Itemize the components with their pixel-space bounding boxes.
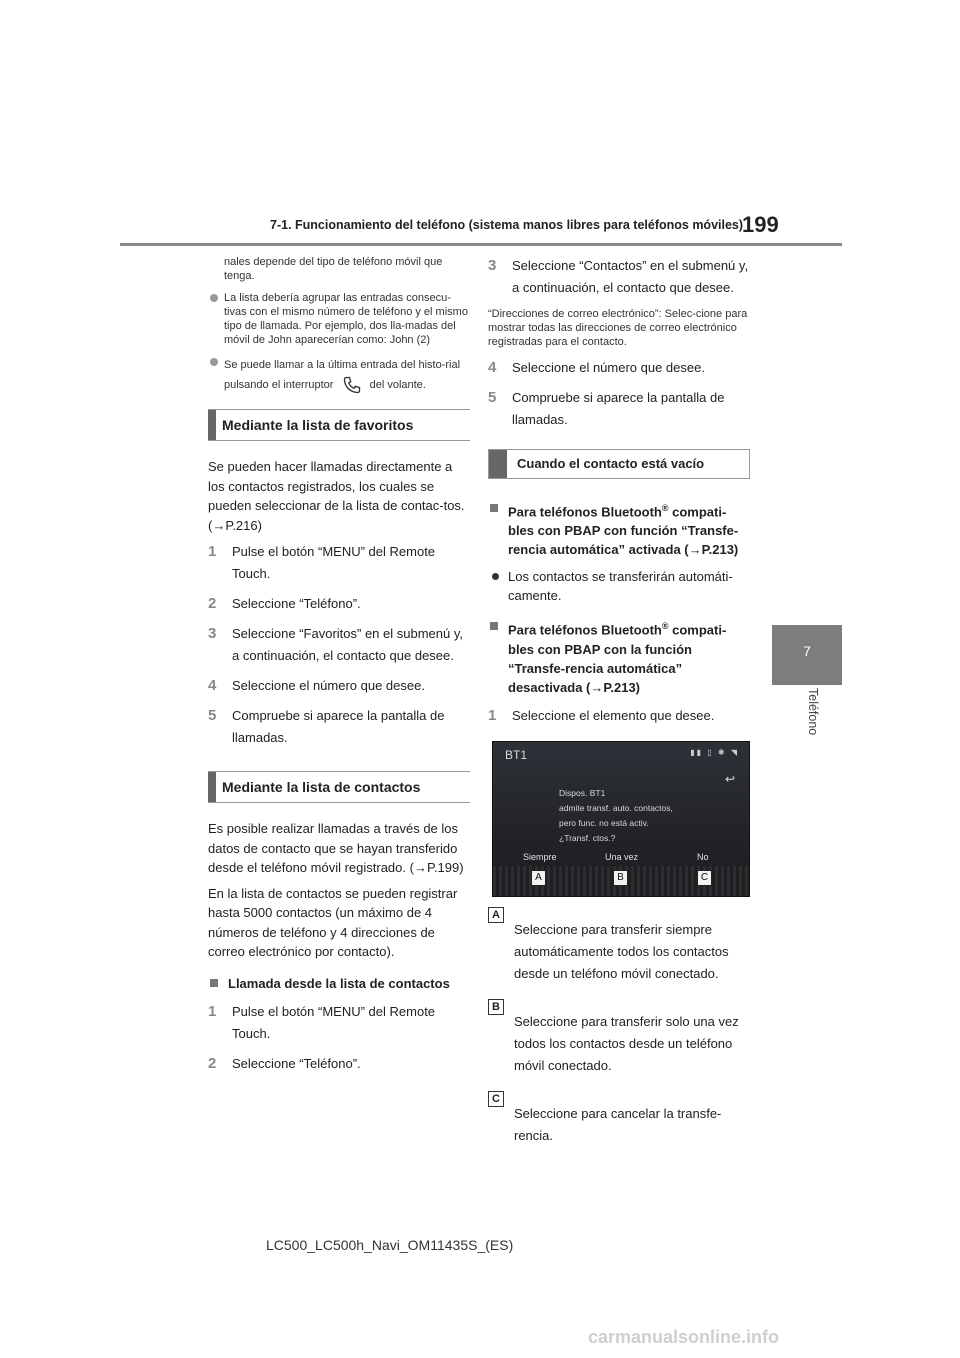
case-auto-off-heading-b: compati-bles con PBAP con la función “Transfe-rencia automática” desactivada (→P.213) — [508, 622, 727, 695]
step-text: Compruebe si aparece la pantalla de llamadas. — [512, 390, 725, 427]
case-auto-on-heading — [488, 499, 750, 559]
contacts-paragraph-1: Es posible realizar llamadas a través de los datos de contacto que se hayan transferido desde el teléfono móvil registrado. (→P.199) — [208, 821, 464, 876]
registered-mark: ® — [661, 503, 669, 513]
step-number: 2 — [208, 595, 217, 613]
step — [488, 357, 750, 379]
step — [208, 1001, 470, 1045]
step-number: 1 — [208, 543, 217, 561]
step-number: 5 — [208, 707, 217, 725]
letter-box: A — [488, 907, 504, 923]
step-text: Pulse el botón “MENU” del Remote Touch. — [232, 544, 436, 582]
right-column — [488, 255, 750, 1153]
contacts-paragraph-2: En la lista de contactos se pueden registrar hasta 5000 contactos (un máximo de 4 números de teléfono y 4 direcciones de correo electrónico por contacto). — [208, 885, 458, 960]
step — [208, 1053, 470, 1075]
phone-icon — [341, 375, 363, 395]
no-button[interactable]: No — [697, 851, 709, 862]
screen-title: BT1 — [505, 747, 528, 762]
message-line: pero func. no está activ. — [559, 817, 649, 828]
step-number: 2 — [208, 1054, 217, 1072]
status-icons: ▮▮ ▯ ✱ ◥ — [690, 747, 739, 757]
case-auto-on-heading-b: compati-bles con PBAP con función “Transfe-rencia automática” activada (→P.213) — [508, 504, 739, 558]
step-text: Pulse el botón “MENU” del Remote Touch. — [232, 1003, 436, 1041]
step-text: Seleccione el número que desee. — [232, 678, 425, 694]
once-button[interactable]: Una vez — [605, 851, 639, 862]
email-note: “Direcciones de correo electrónico”: Selec-cione para mostrar todas las direcciones de correo electrónico registradas para el contacto. — [488, 308, 748, 348]
call-from-contacts-heading: Llamada desde la lista de contactos — [208, 974, 470, 993]
favorites-intro: Se pueden hacer llamadas directamente a los contactos registrados, los cuales se pueden seleccionar de la lista de contac-tos. (→P.216) — [208, 459, 465, 533]
always-button[interactable]: Siempre — [523, 851, 557, 862]
step — [208, 623, 470, 667]
lettered-item — [488, 1000, 750, 1077]
step — [488, 255, 750, 299]
message-line: admite transf. auto. contactos, — [559, 802, 673, 813]
page-number: 199 — [742, 212, 779, 237]
case-auto-on-heading-a: Para teléfonos Bluetooth — [508, 504, 662, 520]
step — [488, 387, 750, 431]
letter-box: B — [488, 999, 504, 1015]
favorites-steps — [208, 541, 470, 749]
lettered-item-text: Seleccione para cancelar la transfe-rencia. — [514, 1105, 722, 1143]
step-text: Seleccione el número que desee. — [512, 360, 705, 375]
note-continuation: nales depende del tipo de teléfono móvil que tenga. — [224, 256, 443, 282]
footer-code: LC500_LC500h_Navi_OM11435S_(ES) — [266, 1237, 514, 1253]
screen-message — [559, 786, 673, 846]
back-icon[interactable]: ↩ — [724, 771, 735, 786]
chapter-tab[interactable] — [772, 625, 842, 685]
left-column — [208, 255, 470, 1083]
transfer-screen — [492, 741, 750, 897]
section-favorites: Mediante la lista de favoritos — [208, 409, 470, 441]
note-last-entry-text-b: del volante. — [369, 379, 426, 391]
chapter-number: 7 — [803, 643, 811, 659]
section-contacts: Mediante la lista de contactos — [208, 771, 470, 803]
note-grouping: La lista debería agrupar las entradas consecu-tivas con el mismo número de teléfono y el mismo tipo de llamada. Por ejemplo, dos lla-madas del móvil de John aparecerían como: John (2) — [208, 291, 470, 347]
chapter-label: Teléfono — [806, 688, 820, 736]
step-number: 5 — [488, 389, 497, 406]
case-auto-on-item: Los contactos se transferirán automáti-camente. — [488, 567, 750, 605]
callout-c: C — [697, 870, 712, 886]
step — [208, 593, 470, 615]
callout-a: A — [531, 870, 546, 886]
step — [208, 541, 470, 585]
case-auto-off-heading — [488, 617, 750, 696]
message-line: ¿Transf. ctos.? — [559, 832, 616, 843]
step-number: 4 — [488, 359, 497, 376]
step-number: 1 — [488, 706, 497, 724]
case-auto-off-heading-a: Para teléfonos Bluetooth — [508, 622, 662, 638]
step-number: 3 — [208, 625, 217, 643]
callout-b: B — [613, 870, 628, 886]
lettered-item — [488, 1092, 750, 1147]
lettered-item — [488, 908, 750, 985]
note-last-entry — [208, 355, 470, 395]
message-line: Dispos. BT1 — [559, 787, 606, 798]
letter-box: C — [488, 1091, 504, 1107]
note-last-entry-text-a: Se puede llamar a la última entrada del histo-rial pulsando el interruptor — [224, 359, 461, 391]
lettered-item-text: Seleccione para transferir solo una vez todos los contactos desde un teléfono móvil conectado. — [514, 1013, 739, 1073]
step-text: Seleccione “Favoritos” en el submenú y, a continuación, el contacto que desee. — [232, 626, 463, 664]
step-text: Seleccione “Teléfono”. — [232, 1055, 361, 1071]
header-rule — [120, 243, 842, 246]
section-empty-contact: Cuando el contacto está vacío — [488, 449, 750, 479]
step — [208, 705, 470, 749]
step-text: Compruebe si aparece la pantalla de llamadas. — [232, 708, 445, 746]
registered-mark: ® — [661, 621, 669, 632]
step-number: 1 — [208, 1002, 217, 1020]
step-number: 3 — [488, 257, 497, 274]
step — [488, 705, 750, 727]
header-title: 7-1. Funcionamiento del teléfono (sistema manos libres para teléfonos móviles) — [270, 218, 744, 232]
step-text: Seleccione el elemento que desee. — [512, 707, 715, 723]
lettered-item-text: Seleccione para transferir siempre automáticamente todos los contactos desde un teléfono móvil conectado. — [514, 921, 729, 981]
watermark: carmanualsonline.info — [588, 1327, 780, 1347]
step-text: Seleccione “Teléfono”. — [232, 596, 361, 612]
step-text: Seleccione “Contactos” en el submenú y, a continuación, el contacto que desee. — [512, 258, 749, 295]
step-number: 4 — [208, 677, 217, 695]
step — [208, 675, 470, 697]
